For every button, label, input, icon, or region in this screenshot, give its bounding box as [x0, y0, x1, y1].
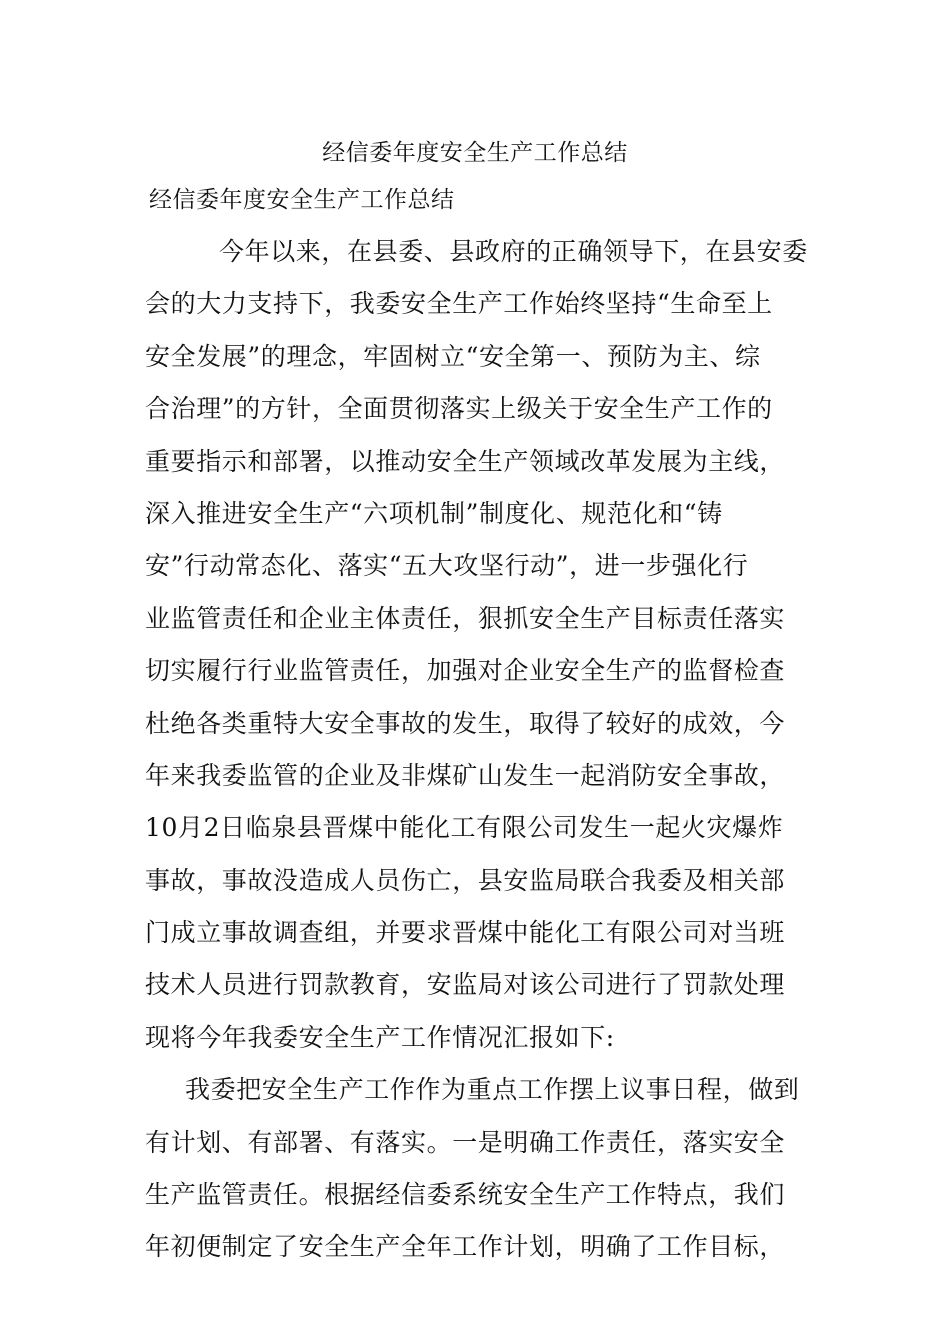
paragraph-1-line-16: 现将今年我委安全生产工作情况汇报如下:: [145, 1022, 615, 1052]
paragraph-1-line-15: 技术人员进行罚款教育，安监局对该公司进行了罚款处理: [145, 970, 786, 1000]
paragraph-2-line-2: 有计划、有部署、有落实。一是明确工作责任，落实安全: [145, 1127, 786, 1157]
paragraph-1-line-13: 事故，事故没造成人员伤亡，县安监局联合我委及相关部: [145, 865, 786, 895]
paragraph-1-line-9: 切实履行行业监管责任，加强对企业安全生产的监督检查: [145, 656, 786, 686]
paragraph-1-line-8: 业监管责任和企业主体责任，狠抓安全生产目标责任落实: [145, 603, 786, 633]
paragraph-1-line-4: 合治理”的方针，全面贯彻落实上级关于安全生产工作的: [145, 394, 773, 424]
paragraph-1-line-5: 重要指示和部署，以推动安全生产领域改革发展为主线，: [145, 446, 786, 476]
paragraph-2-line-3: 生产监管责任。根据经信委系统安全生产工作特点，我们: [145, 1180, 786, 1210]
document-title: 经信委年度安全生产工作总结: [322, 140, 628, 166]
paragraph-1-line-10: 杜绝各类重特大安全事故的发生，取得了较好的成效，今: [145, 708, 786, 738]
paragraph-1-line-6: 深入推进安全生产“六项机制”制度化、规范化和“铸: [145, 498, 723, 528]
paragraph-2-line-4: 年初便制定了安全生产全年工作计划，明确了工作目标，: [145, 1232, 786, 1262]
document-body: [145, 232, 810, 1280]
paragraph-1-line-1: 今年以来，在县委、县政府的正确领导下，在县安委: [219, 237, 808, 266]
paragraph-1-line-7: 安”行动常态化、落实“五大攻坚行动”，进一步强化行: [145, 551, 749, 581]
paragraph-1-line-11: 年来我委监管的企业及非煤矿山发生一起消防安全事故，: [145, 760, 786, 790]
paragraph-1-line-14: 门成立事故调查组，并要求晋煤中能化工有限公司对当班: [145, 918, 786, 948]
paragraph-2-line-1: 我委把安全生产工作作为重点工作摆上议事日程，做到: [185, 1075, 800, 1105]
paragraph-1-line-12: 10月2日临泉县晋煤中能化工有限公司发生一起火灾爆炸: [145, 813, 784, 843]
paragraph-1-line-2: 会的大力支持下，我委安全生产工作始终坚持“生命至上: [145, 289, 773, 319]
document-subtitle: 经信委年度安全生产工作总结: [149, 187, 455, 213]
paragraph-1-line-3: 安全发展”的理念，牢固树立“安全第一、预防为主、综: [145, 341, 761, 371]
